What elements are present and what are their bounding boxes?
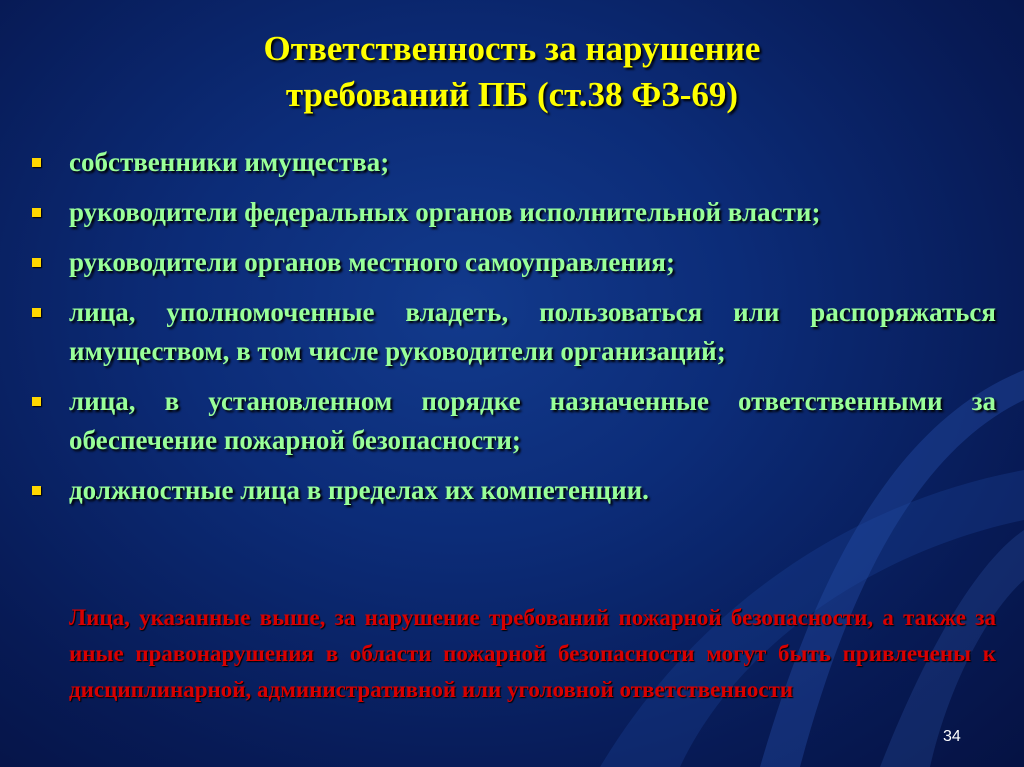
- title-line-2: требований ПБ (ст.38 ФЗ-69): [285, 75, 739, 114]
- responsible-persons-list: [30, 143, 996, 521]
- list-item: [30, 382, 996, 460]
- list-item-text: руководители органов местного самоуправления;: [69, 247, 676, 277]
- list-item: [30, 243, 996, 282]
- list-item-text: лица, уполномоченные владеть, пользоваться или распоряжаться имуществом, в том числе руководители организаций;: [69, 297, 996, 366]
- square-bullet-icon: [32, 397, 41, 406]
- liability-note: Лица, указанные выше, за нарушение требований пожарной безопасности, а также за иные правонарушения в области пожарной безопасности могут быть привлечены к дисциплинарной, административной или уголовной ответственности: [69, 605, 996, 702]
- title-line-1: Ответственность за нарушение: [263, 29, 761, 68]
- list-item-text: должностные лица в пределах их компетенции.: [69, 475, 649, 505]
- list-item-text: лица, в установленном порядке назначенные ответственными за обеспечение пожарной безопасности;: [69, 386, 996, 455]
- list-item: [30, 471, 996, 510]
- page-number: 34: [943, 728, 961, 745]
- list-item-text: руководители федеральных органов исполнительной власти;: [69, 197, 821, 227]
- list-item: [30, 143, 996, 182]
- square-bullet-icon: [32, 258, 41, 267]
- slide-title: [0, 26, 1024, 118]
- square-bullet-icon: [32, 308, 41, 317]
- list-item-text: собственники имущества;: [69, 147, 390, 177]
- square-bullet-icon: [32, 158, 41, 167]
- square-bullet-icon: [32, 208, 41, 217]
- list-item: [30, 293, 996, 371]
- square-bullet-icon: [32, 486, 41, 495]
- list-item: [30, 193, 996, 232]
